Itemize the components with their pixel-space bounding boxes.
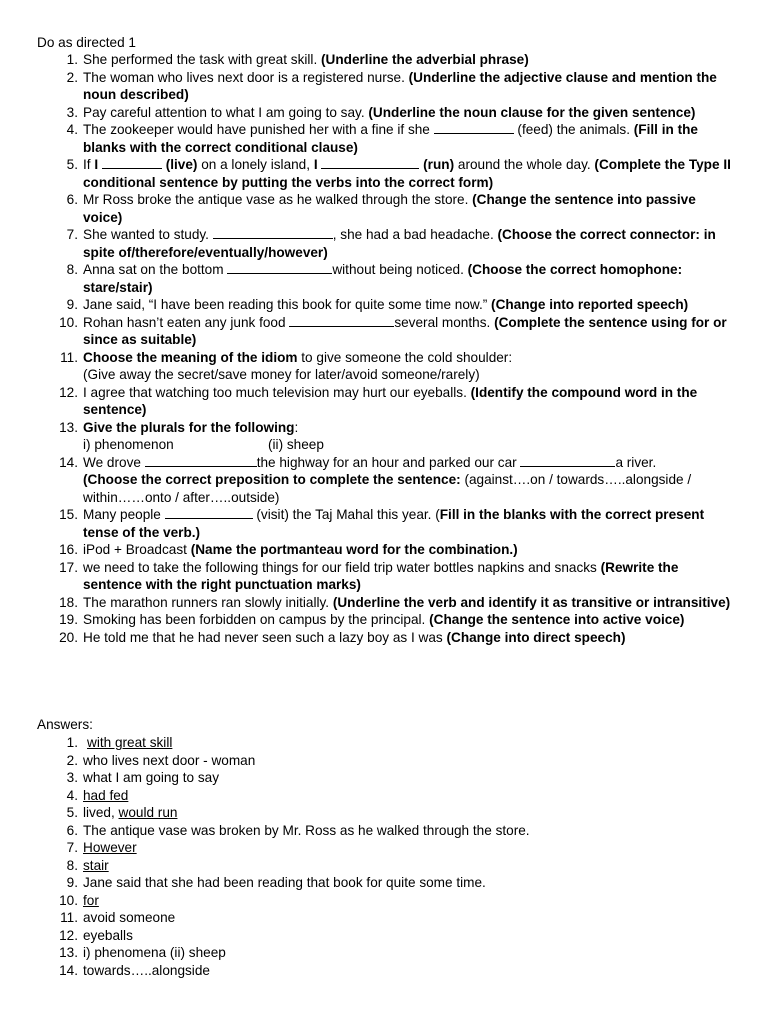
question-text: to give someone the cold shoulder: [297, 349, 513, 365]
answer-item-13 [0, 944, 768, 962]
answer-text: Jane said that she had been reading that book for quite some time. [83, 875, 486, 890]
question-item-9 [0, 296, 768, 314]
answer-number: 13. [59, 945, 78, 960]
question-text: The woman who lives next door is a registered nurse. [83, 69, 409, 85]
question-direction: (Choose the correct preposition to complete the sentence: [83, 472, 461, 487]
answer-item-11 [0, 909, 768, 927]
question-text: a river. [615, 454, 657, 470]
answer-text: for [83, 892, 99, 908]
answer-number: 8. [66, 857, 78, 873]
question-item-19 [0, 611, 768, 629]
question-text: She performed the task with great skill. [83, 52, 321, 67]
answer-number: 2. [66, 752, 78, 768]
question-item-17 [0, 559, 768, 594]
question-number: 10. [59, 314, 78, 330]
question-text: (visit) the Taj Mahal this year. ( [252, 507, 440, 522]
answer-item-14 [0, 962, 768, 980]
question-number: 4. [66, 122, 78, 137]
answer-number: 10. [59, 892, 78, 908]
question-number: 14. [59, 454, 78, 470]
question-direction: (Name the portmanteau word for the combination.) [190, 542, 518, 557]
question-text: She wanted to study. [83, 227, 213, 242]
answer-item-4 [0, 787, 768, 805]
question-number: 17. [59, 559, 78, 575]
question-text: , she had a bad headache. [332, 227, 498, 242]
question-item-4 [0, 121, 768, 156]
question-number: 3. [66, 104, 78, 120]
plural-item-1: i) phenomenon [83, 437, 174, 452]
fill-blank[interactable] [434, 121, 514, 134]
question-item-20 [0, 629, 768, 647]
answer-number: 12. [59, 927, 78, 943]
question-direction: (Choose the correct connector: in spite of/therefore/eventually/however) [83, 227, 716, 260]
answer-number: 1. [66, 735, 78, 750]
question-direction: (Change the sentence into passive voice) [83, 192, 696, 225]
document-title: Do as directed 1 [37, 35, 136, 50]
answer-number: 3. [66, 770, 78, 785]
question-direction: (Rewrite the sentence with the right punctuation marks) [83, 559, 679, 592]
question-direction: (Underline the adjective clause and mention the noun described) [83, 69, 717, 102]
question-number: 7. [66, 227, 78, 242]
question-direction: (Change into direct speech) [446, 629, 626, 645]
plural-items [83, 436, 738, 454]
question-number: 5. [66, 157, 78, 172]
question-text: iPod + Broadcast [83, 542, 191, 557]
answer-number: 5. [66, 805, 78, 820]
question-options: (against….on / towards…..alongside / within……onto / after…..outside) [83, 472, 692, 505]
question-direction: Give the plurals for the following [83, 419, 295, 435]
answer-list [0, 734, 768, 979]
question-item-13: 13. Give the plurals for the following: i) phenomenon (ii) sheep [0, 419, 768, 454]
question-text: Jane said, “I have been reading this book for quite some time now.” [83, 297, 492, 312]
question-item-8 [0, 261, 768, 296]
answers-title: Answers: [37, 717, 93, 732]
question-text: Mr Ross broke the antique vase as he walked through the store. [83, 192, 473, 207]
question-text: several months. [394, 314, 495, 330]
question-item-12 [0, 384, 768, 419]
question-direction: (Identify the compound word in the sentence) [83, 384, 698, 417]
fill-blank[interactable] [165, 506, 253, 519]
answer-item-5 [0, 804, 768, 822]
question-item-16 [0, 541, 768, 559]
answer-text: lived, [83, 805, 119, 820]
question-text: The marathon runners ran slowly initially. [83, 594, 333, 610]
question-text: we need to take the following things for our field trip water bottles napkins and snacks [83, 559, 601, 575]
question-text-bold: I [313, 157, 318, 172]
question-item-5 [0, 156, 768, 191]
question-number: 8. [66, 262, 78, 277]
fill-blank[interactable] [227, 261, 332, 274]
answer-number: 14. [59, 962, 78, 978]
question-direction: (Underline the verb and identify it as transitive or intransitive) [332, 594, 731, 610]
question-item-15 [0, 506, 768, 541]
question-text: around the whole day. [454, 157, 595, 172]
answer-number: 4. [66, 787, 78, 803]
question-direction: (Change the sentence into active voice) [429, 612, 685, 627]
question-direction: (Change into reported speech) [491, 297, 689, 312]
question-text: I agree that watching too much television may hurt our eyeballs. [83, 384, 471, 400]
question-text: The zookeeper would have punished her with a fine if she [83, 122, 434, 137]
question-item-6 [0, 191, 768, 226]
answer-number: 6. [66, 822, 78, 838]
question-text: He told me that he had never seen such a lazy boy as I was [83, 629, 447, 645]
question-direction: (Underline the adverbial phrase) [321, 52, 529, 67]
question-item-14 [0, 454, 768, 507]
answer-text: had fed [83, 787, 129, 803]
question-list [0, 51, 768, 646]
question-direction: (Underline the noun clause for the given sentence) [368, 104, 696, 120]
fill-blank[interactable] [289, 314, 394, 327]
answer-text: eyeballs [83, 927, 133, 943]
fill-blank[interactable] [321, 156, 419, 169]
question-direction: Choose the meaning of the idiom [83, 349, 298, 365]
question-text: without being noticed. [332, 262, 468, 277]
fill-blank[interactable] [145, 454, 257, 467]
fill-blank[interactable] [213, 226, 333, 239]
question-item-1 [0, 51, 768, 69]
question-number: 1. [66, 52, 78, 67]
answer-item-7 [0, 839, 768, 857]
question-text: Pay careful attention to what I am going to say. [83, 104, 369, 120]
answer-item-3 [0, 769, 768, 787]
question-options: (Give away the secret/save money for later/avoid someone/rarely) [83, 367, 480, 382]
question-item-11 [0, 349, 768, 384]
question-number: 2. [66, 69, 78, 85]
answer-number: 7. [66, 840, 78, 855]
question-text: Anna sat on the bottom [83, 262, 228, 277]
answer-item-12 [0, 927, 768, 945]
answer-item-9 [0, 874, 768, 892]
question-direction: Fill in the blanks with the correct present tense of the verb.) [83, 507, 705, 540]
question-number: 15. [59, 507, 78, 522]
question-number: 13. [59, 419, 78, 435]
answer-text: towards…..alongside [83, 962, 210, 978]
verb-hint: (run) [423, 157, 455, 172]
question-direction: (Choose the correct homophone: stare/stair) [83, 262, 683, 295]
question-number: 19. [59, 612, 78, 627]
question-direction: (Complete the Type II conditional sentence by putting the verbs into the correct form) [83, 157, 731, 190]
answer-text: The antique vase was broken by Mr. Ross as he walked through the store. [83, 822, 530, 838]
question-number: 11. [60, 349, 78, 365]
question-text: We drove [83, 454, 145, 470]
fill-blank[interactable] [520, 454, 615, 467]
answer-text: with great skill [87, 735, 173, 750]
question-number: 20. [59, 629, 78, 645]
question-text: Smoking has been forbidden on campus by the principal. [83, 612, 430, 627]
answer-text: i) phenomena (ii) sheep [83, 945, 226, 960]
answer-text: who lives next door - woman [83, 752, 256, 768]
question-number: 9. [66, 297, 78, 312]
question-item-10 [0, 314, 768, 349]
answer-text: what I am going to say [83, 770, 220, 785]
plural-item-2: (ii) sheep [268, 437, 324, 452]
answer-item-10 [0, 892, 768, 910]
question-number: 16. [59, 542, 78, 557]
fill-blank[interactable] [102, 156, 162, 169]
answer-item-6 [0, 822, 768, 840]
answer-text: avoid someone [83, 910, 176, 925]
question-direction: (Fill in the blanks with the correct conditional clause) [83, 122, 698, 155]
question-item-7 [0, 226, 768, 261]
answer-item-8 [0, 857, 768, 875]
answer-text: However [83, 840, 137, 855]
question-text: Rohan hasn’t eaten any junk food [83, 314, 290, 330]
question-item-3 [0, 104, 768, 122]
question-number: 12. [59, 384, 78, 400]
answer-number: 9. [66, 875, 78, 890]
question-number: 18. [59, 594, 78, 610]
question-item-18 [0, 594, 768, 612]
question-text: If [83, 157, 95, 172]
verb-hint: (live) [165, 157, 198, 172]
question-text: Many people [83, 507, 165, 522]
answer-text: would run [118, 805, 178, 820]
question-text: (feed) the animals. [513, 122, 634, 137]
question-number: 6. [66, 192, 78, 207]
answer-text: stair [83, 857, 109, 873]
question-text: on a lonely island, [197, 157, 314, 172]
answer-number: 11. [60, 910, 78, 925]
answer-item-1 [0, 734, 768, 752]
question-text-bold: I [94, 157, 99, 172]
answer-item-2 [0, 752, 768, 770]
question-text: the highway for an hour and parked our car [256, 454, 521, 470]
question-item-2 [0, 69, 768, 104]
question-direction: (Complete the sentence using for or since as suitable) [83, 314, 727, 347]
